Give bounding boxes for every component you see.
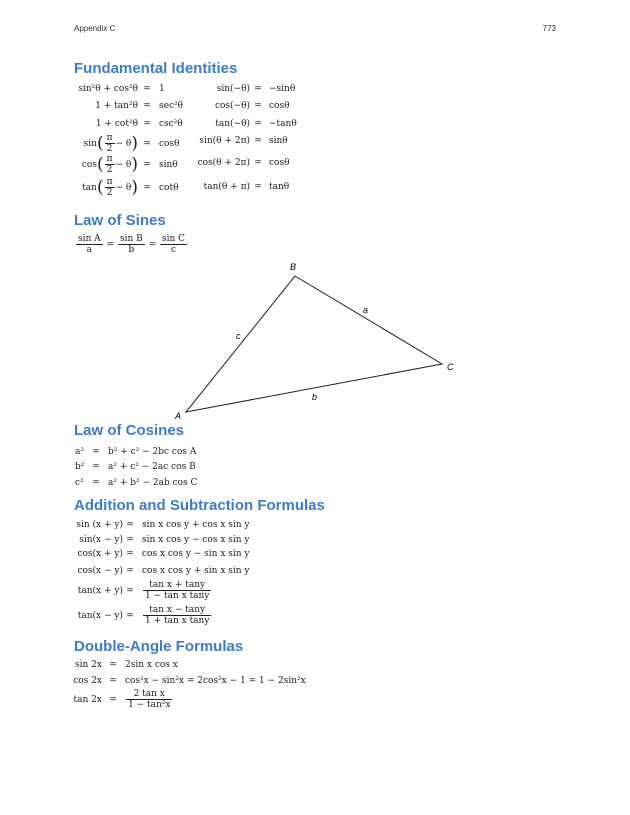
formula-lhs: cos 2x — [73, 676, 102, 686]
equals-sign: = — [109, 676, 117, 686]
fraction-numerator: 2 tan x — [126, 689, 172, 700]
page-number: 773 — [542, 24, 556, 33]
identity-lhs: cos( $\frac{\pi}{2}$ − θ) — [81, 154, 138, 175]
formula-rhs: cos x cos y − sin x sin y — [142, 549, 250, 559]
equals-sign: = — [254, 182, 262, 192]
cosine-rhs: a² + c² − 2ac cos B — [108, 462, 196, 472]
identity-rhs: cosθ — [269, 101, 290, 111]
equals-sign: = — [143, 160, 151, 170]
triangle-shape — [186, 276, 442, 412]
fraction-numerator: π — [106, 177, 113, 187]
minus-theta: − θ — [115, 160, 132, 170]
fraction-denominator: 2 — [106, 144, 113, 154]
fraction-numerator: sin B — [119, 234, 143, 244]
identity-lhs: tan(−θ) — [215, 119, 250, 129]
identity-lhs: tan(θ + π) — [203, 182, 250, 192]
fraction-numerator: sin C — [162, 234, 186, 244]
fraction-numerator: tan x + tany — [143, 580, 211, 591]
law-of-sines-formula — [75, 234, 188, 255]
identity-lhs: cos(θ + 2π) — [197, 158, 250, 168]
identity-rhs: −sinθ — [269, 84, 296, 94]
identity-lhs: 1 + cot²θ — [95, 119, 138, 129]
identity-rhs: csc²θ — [159, 119, 183, 129]
equals-sign: = — [143, 183, 151, 193]
equals-sign: = — [254, 158, 262, 168]
fraction-denominator: 1 − tan x tany — [145, 591, 210, 601]
formula-lhs: sin (x + y) — [76, 520, 123, 530]
fraction-denominator: b — [128, 245, 135, 255]
identity-lhs: cos(−θ) — [214, 101, 250, 111]
equals-sign: = — [254, 119, 262, 129]
fraction-denominator: 1 − tan²x — [128, 700, 171, 710]
formula-rhs: cos x cos y + sin x sin y — [142, 566, 250, 576]
equals-sign: = — [254, 101, 262, 111]
equals-sign: = — [92, 462, 100, 472]
identity-rhs: cosθ — [159, 139, 180, 149]
fraction-denominator: 1 + tan x tany — [145, 616, 210, 626]
formula-rhs: cos²x − sin²x = 2cos²x − 1 = 1 − 2sin²x — [125, 676, 306, 686]
side-label-b: b — [312, 392, 318, 402]
running-header: Appendix C — [74, 24, 116, 33]
equals-sign: = — [143, 84, 151, 94]
cosine-lhs: b² — [75, 462, 85, 472]
identity-rhs: sinθ — [269, 136, 288, 146]
formula-lhs: sin 2x — [75, 660, 102, 670]
side-label-a: a — [363, 305, 369, 315]
identity-rhs: sinθ — [159, 160, 178, 170]
cosine-rhs: a² + b² − 2ab cos C — [108, 478, 198, 488]
equals-sign: = — [143, 139, 151, 149]
formula-lhs: tan(x + y) — [77, 586, 123, 596]
equals-sign: = — [92, 447, 100, 457]
equals-sign: = — [148, 240, 157, 250]
formula-rhs — [142, 605, 212, 626]
vertex-label-a: A — [175, 411, 182, 421]
equals-sign: = — [109, 660, 117, 670]
section-title-law-of-cosines: Law of Cosines — [74, 422, 185, 439]
equals-sign: = — [126, 549, 134, 559]
cosine-lhs: c² — [75, 478, 84, 488]
equals-sign: = — [106, 240, 115, 250]
formula-rhs: 2sin x cos x — [125, 660, 178, 670]
formula-rhs: sin x cos y + cos x sin y — [142, 520, 250, 530]
vertex-label-c: C — [447, 362, 454, 372]
vertex-label-b: B — [290, 262, 297, 272]
fraction-numerator: π — [106, 154, 113, 164]
identity-lhs: 1 + tan²θ — [95, 101, 138, 111]
formula-rhs — [142, 580, 212, 601]
section-title-addition-subtraction: Addition and Subtraction Formulas — [74, 497, 325, 514]
identity-rhs: −tanθ — [269, 119, 297, 129]
minus-theta: − θ — [115, 139, 132, 149]
equals-sign: = — [143, 101, 151, 111]
identity-lhs: sin( $\frac{\pi}{2}$ − θ) — [83, 133, 138, 154]
equals-sign: = — [254, 84, 262, 94]
equals-sign: = — [109, 695, 117, 705]
equals-sign: = — [126, 566, 134, 576]
section-title-fundamental-identities: Fundamental Identities — [74, 60, 238, 77]
equals-sign: = — [126, 535, 134, 545]
identity-lhs: sin(θ + 2π) — [199, 136, 250, 146]
equals-sign: = — [126, 611, 134, 621]
equals-sign: = — [126, 520, 134, 530]
identity-lhs: sin²θ + cos²θ — [78, 84, 138, 94]
equals-sign: = — [92, 478, 100, 488]
identity-rhs: 1 — [159, 84, 165, 94]
function-name: tan — [82, 183, 97, 193]
fraction-denominator: 2 — [106, 188, 113, 198]
equals-sign: = — [143, 119, 151, 129]
formula-rhs: sin x cos y − cos x sin y — [142, 535, 250, 545]
fraction-numerator: π — [106, 133, 113, 143]
formula-rhs — [125, 689, 173, 710]
function-name: cos — [81, 160, 97, 170]
formula-lhs: cos(x + y) — [77, 549, 123, 559]
section-title-law-of-sines: Law of Sines — [74, 212, 166, 229]
formula-lhs: tan 2x — [73, 695, 102, 705]
fraction-denominator: c — [171, 245, 177, 255]
fraction-numerator: sin A — [78, 234, 101, 244]
identity-rhs: cotθ — [159, 183, 179, 193]
identity-rhs: sec²θ — [159, 101, 184, 111]
fraction-denominator: 2 — [106, 165, 113, 175]
minus-theta: − θ — [115, 183, 132, 193]
cosine-rhs: b² + c² − 2bc cos A — [108, 447, 197, 457]
identity-lhs: tan( $\frac{\pi}{2}$ − θ) — [82, 177, 138, 198]
side-label-c: c — [236, 331, 241, 341]
formula-lhs: tan(x − y) — [77, 611, 123, 621]
cosine-lhs: a² — [75, 447, 84, 457]
formula-lhs: cos(x − y) — [77, 566, 123, 576]
identity-lhs: sin(−θ) — [216, 84, 250, 94]
fraction-numerator: tan x − tany — [143, 605, 211, 616]
equals-sign: = — [254, 136, 262, 146]
section-title-double-angle: Double-Angle Formulas — [74, 638, 244, 655]
formula-lhs: sin(x − y) — [79, 535, 123, 545]
identity-rhs: cosθ — [269, 158, 290, 168]
function-name: sin — [83, 139, 97, 149]
identity-rhs: tanθ — [269, 182, 290, 192]
equals-sign: = — [126, 586, 134, 596]
fraction-denominator: a — [86, 245, 93, 255]
